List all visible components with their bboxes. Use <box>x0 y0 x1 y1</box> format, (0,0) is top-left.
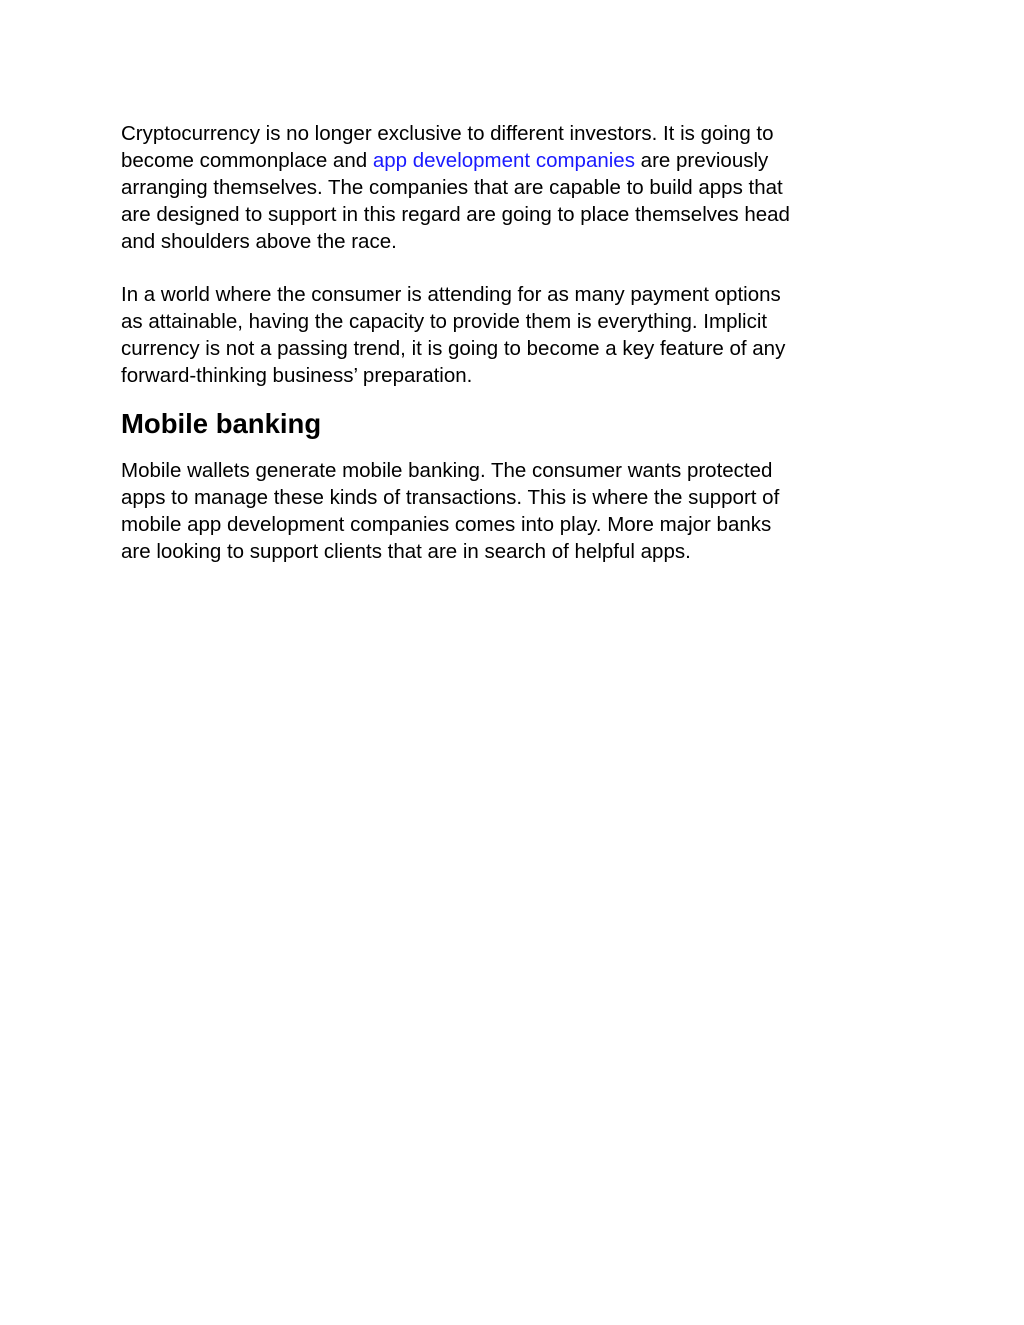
paragraph-line: Mobile wallets generate mobile banking. The consumer wants protected <box>121 459 773 482</box>
document-page <box>121 120 911 565</box>
paragraph-line: as attainable, having the capacity to provide them is everything. Implicit <box>121 310 768 333</box>
paragraph-text: are previously <box>634 149 769 172</box>
paragraph-line: are designed to support in this regard are going to place themselves head <box>121 203 790 226</box>
mobile-banking-paragraph <box>121 457 911 565</box>
paragraph-line: apps to manage these kinds of transactions. This is where the support of <box>121 486 780 509</box>
paragraph-line: In a world where the consumer is attending for as many payment options <box>121 283 781 306</box>
app-development-companies-link[interactable]: app development companies <box>372 149 635 172</box>
payment-options-paragraph <box>121 281 911 389</box>
paragraph-text: become commonplace and <box>121 149 373 172</box>
paragraph-line <box>121 147 911 174</box>
paragraph-line: are looking to support clients that are in search of helpful apps. <box>121 540 691 563</box>
paragraph-line: mobile app development companies comes into play. More major banks <box>121 513 772 536</box>
paragraph-line: arranging themselves. The companies that are capable to build apps that <box>121 176 783 199</box>
mobile-banking-heading: Mobile banking <box>121 408 322 439</box>
paragraph-line: Cryptocurrency is no longer exclusive to different investors. It is going to <box>121 122 774 145</box>
intro-paragraph <box>121 120 911 255</box>
paragraph-line: forward-thinking business’ preparation. <box>121 364 473 387</box>
paragraph-line: and shoulders above the race. <box>121 230 397 253</box>
paragraph-line: currency is not a passing trend, it is going to become a key feature of any <box>121 337 786 360</box>
